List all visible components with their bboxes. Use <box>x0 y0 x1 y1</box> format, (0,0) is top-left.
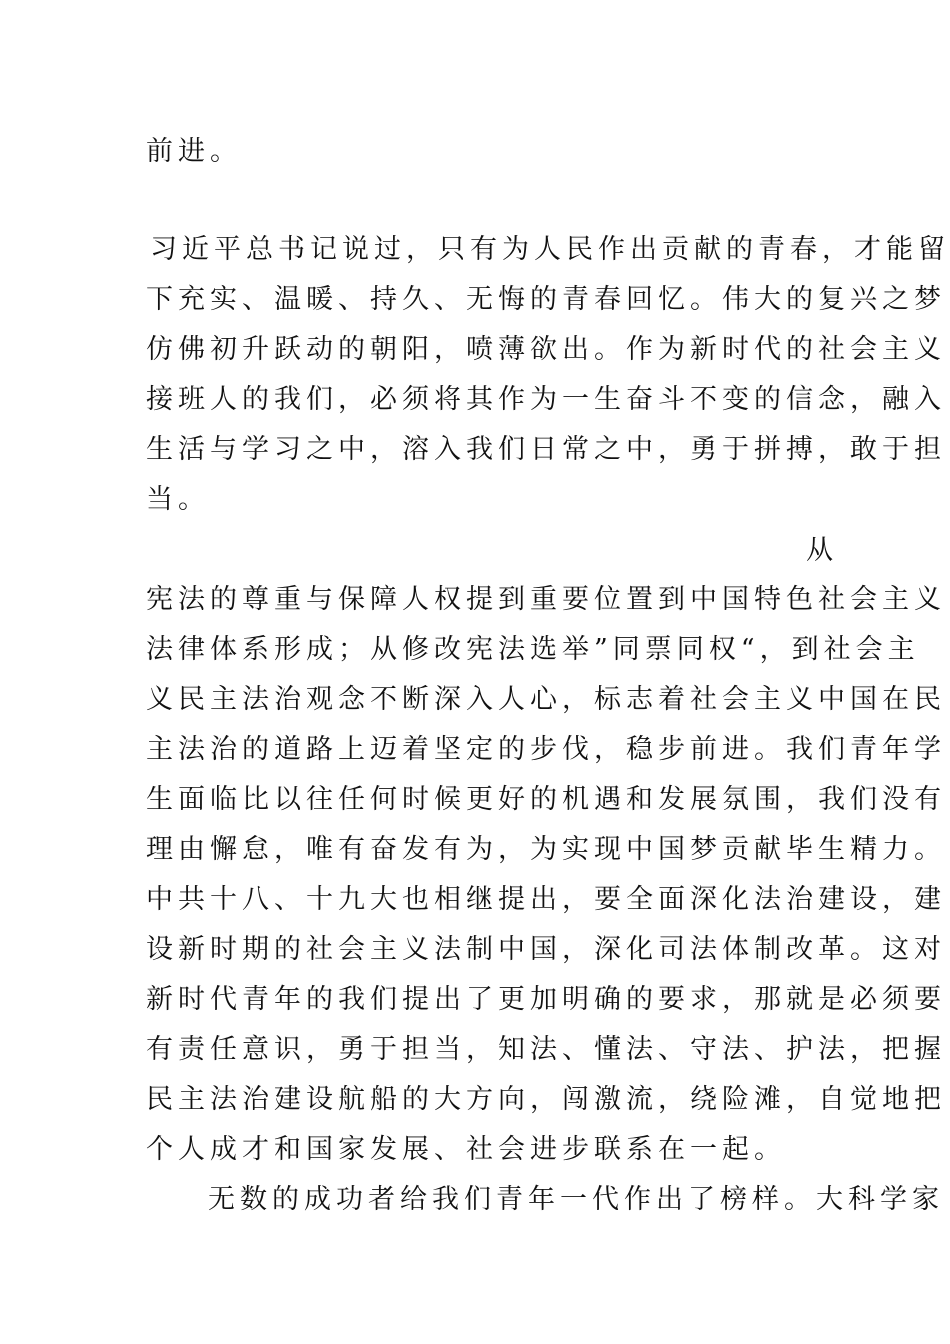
text-line-16: 新时代青年的我们提出了更加明确的要求，那就是必须要 <box>146 984 946 1015</box>
text-line-13: 理由懈怠，唯有奋发有为，为实现中国梦贡献毕生精力。 <box>146 834 946 865</box>
text-line-20: 无数的成功者给我们青年一代作出了榜样。大科学家 <box>208 1184 944 1215</box>
text-line-5: 接班人的我们，必须将其作为一生奋斗不变的信念，融入 <box>146 384 946 415</box>
text-line-12: 生面临比以往任何时候更好的机遇和发展氛围，我们没有 <box>146 784 946 815</box>
text-line-15: 设新时期的社会主义法制中国，深化司法体制改革。这对 <box>146 934 946 965</box>
text-line-9: 法律体系形成；从修改宪法选举”同票同权“，到社会主 <box>146 634 920 665</box>
text-line-1: 前进。 <box>146 136 242 167</box>
text-line-7: 当。 <box>146 484 210 515</box>
text-line-6: 生活与学习之中，溶入我们日常之中，勇于拼搏，敢于担 <box>146 434 946 465</box>
text-line-11: 主法治的道路上迈着坚定的步伐，稳步前进。我们青年学 <box>146 734 946 765</box>
text-line-3: 下充实、温暖、持久、无悔的青春回忆。伟大的复兴之梦 <box>146 284 946 315</box>
text-line-10: 义民主法治观念不断深入人心，标志着社会主义中国在民 <box>146 684 946 715</box>
text-line-17: 有责任意识，勇于担当，知法、懂法、守法、护法，把握 <box>146 1034 946 1065</box>
text-fragment-right: 从 <box>806 535 833 566</box>
text-line-2: 习近平总书记说过，只有为人民作出贡献的青春，才能留 <box>150 234 950 265</box>
text-line-14: 中共十八、十九大也相继提出，要全面深化法治建设，建 <box>146 884 946 915</box>
text-line-4: 仿佛初升跃动的朝阳，喷薄欲出。作为新时代的社会主义 <box>146 334 946 365</box>
text-line-8: 宪法的尊重与保障人权提到重要位置到中国特色社会主义 <box>146 584 946 615</box>
text-line-18: 民主法治建设航船的大方向，闯激流，绕险滩，自觉地把 <box>146 1084 946 1115</box>
text-line-19: 个人成才和国家发展、社会进步联系在一起。 <box>146 1134 786 1165</box>
